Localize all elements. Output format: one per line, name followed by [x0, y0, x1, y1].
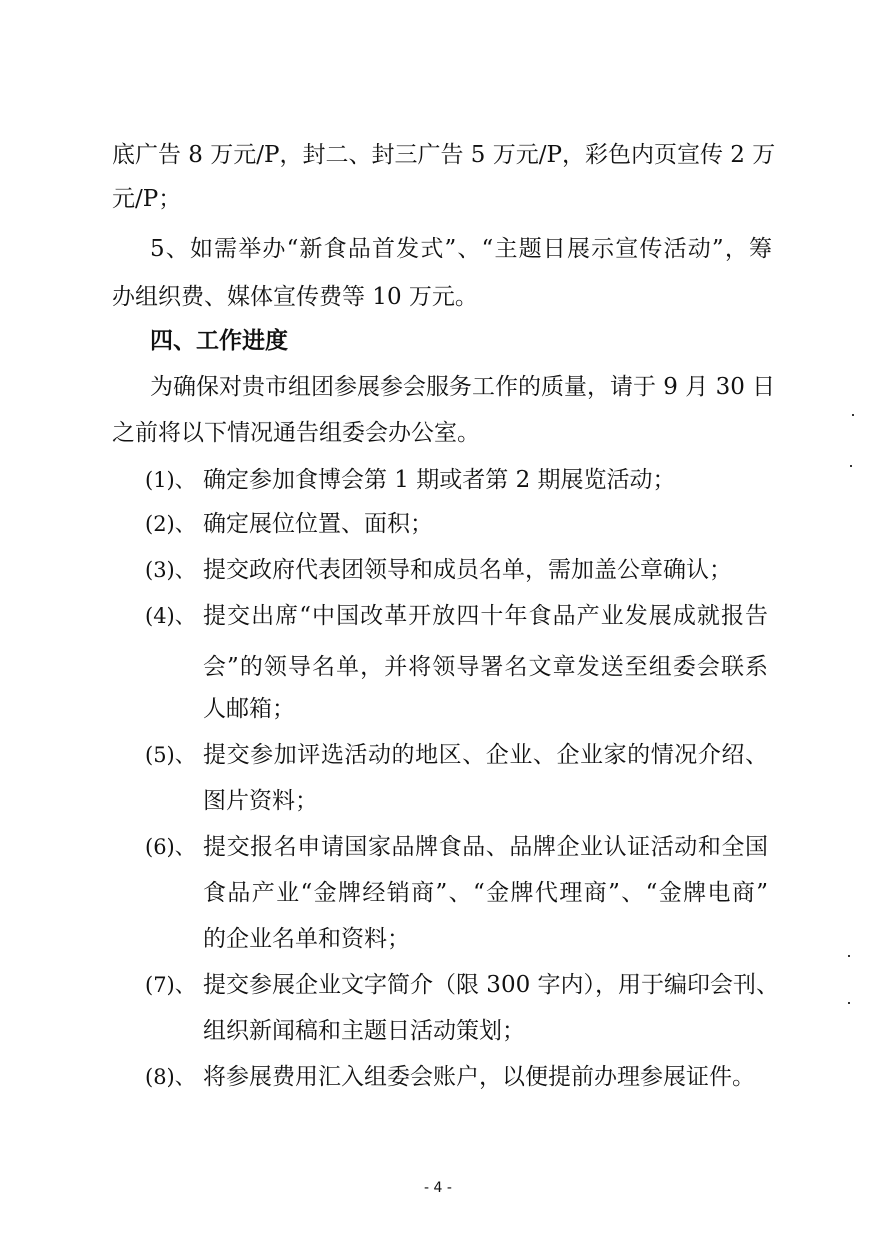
page-number: - 4 -	[424, 1180, 452, 1196]
item-text: 人邮箱；	[203, 696, 295, 722]
item-text: 提交政府代表团领导和成员名单，需加盖公章确认；	[203, 557, 732, 583]
item-text: 确定展位位置、面积；	[203, 511, 433, 537]
intro-line-1: 为确保对贵市组团参展参会服务工作的质量，请于 9 月 30 日	[150, 374, 776, 400]
item-text: 提交参展企业文字简介（限 300 字内），用于编印会刊、	[203, 972, 780, 998]
scan-speck	[848, 955, 850, 957]
item-number: (5)、	[145, 743, 196, 767]
item-number: (3)、	[145, 558, 196, 582]
item-text: 提交出席“中国改革开放四十年食品产业发展成就报告	[203, 603, 768, 629]
item-text: 将参展费用汇入组委会账户，以便提前办理参展证件。	[203, 1064, 755, 1090]
item-number: (7)、	[145, 973, 196, 997]
item-text: 组织新闻稿和主题日活动策划；	[203, 1018, 525, 1044]
item-5-paragraph-line-2: 办组织费、媒体宣传费等 10 万元。	[112, 284, 478, 310]
item-number: (2)、	[145, 512, 196, 536]
scan-speck	[850, 465, 852, 467]
item-number: (6)、	[145, 835, 196, 859]
item-text: 的企业名单和资料；	[203, 926, 410, 952]
intro-line-2: 之前将以下情况通告组委会办公室。	[112, 420, 480, 446]
item-text: 会”的领导名单，并将领导署名文章发送至组委会联系	[203, 654, 768, 680]
item-text: 提交报名申请国家品牌食品、品牌企业认证活动和全国	[203, 834, 768, 860]
item-text: 图片资料；	[203, 788, 318, 814]
item-text: 食品产业“金牌经销商”、“金牌代理商”、“金牌电商”	[203, 880, 768, 906]
item-number: (1)、	[145, 468, 196, 492]
scan-speck	[848, 1002, 850, 1004]
item-number: (4)、	[145, 604, 196, 628]
item-number: (8)、	[145, 1065, 196, 1089]
fee-paragraph-line-2: 元/P；	[112, 186, 182, 212]
scan-speck	[852, 414, 854, 416]
item-text: 提交参加评选活动的地区、企业、企业家的情况介绍、	[203, 742, 768, 768]
item-text: 确定参加食博会第 1 期或者第 2 期展览活动；	[203, 467, 676, 493]
section-heading: 四、工作进度	[150, 328, 288, 354]
item-5-paragraph-line-1: 5、如需举办“新食品首发式”、“主题日展示宣传活动”，筹	[150, 236, 772, 262]
fee-paragraph-line-1: 底广告 8 万元/P，封二、封三广告 5 万元/P，彩色内页宣传 2 万	[112, 142, 776, 168]
